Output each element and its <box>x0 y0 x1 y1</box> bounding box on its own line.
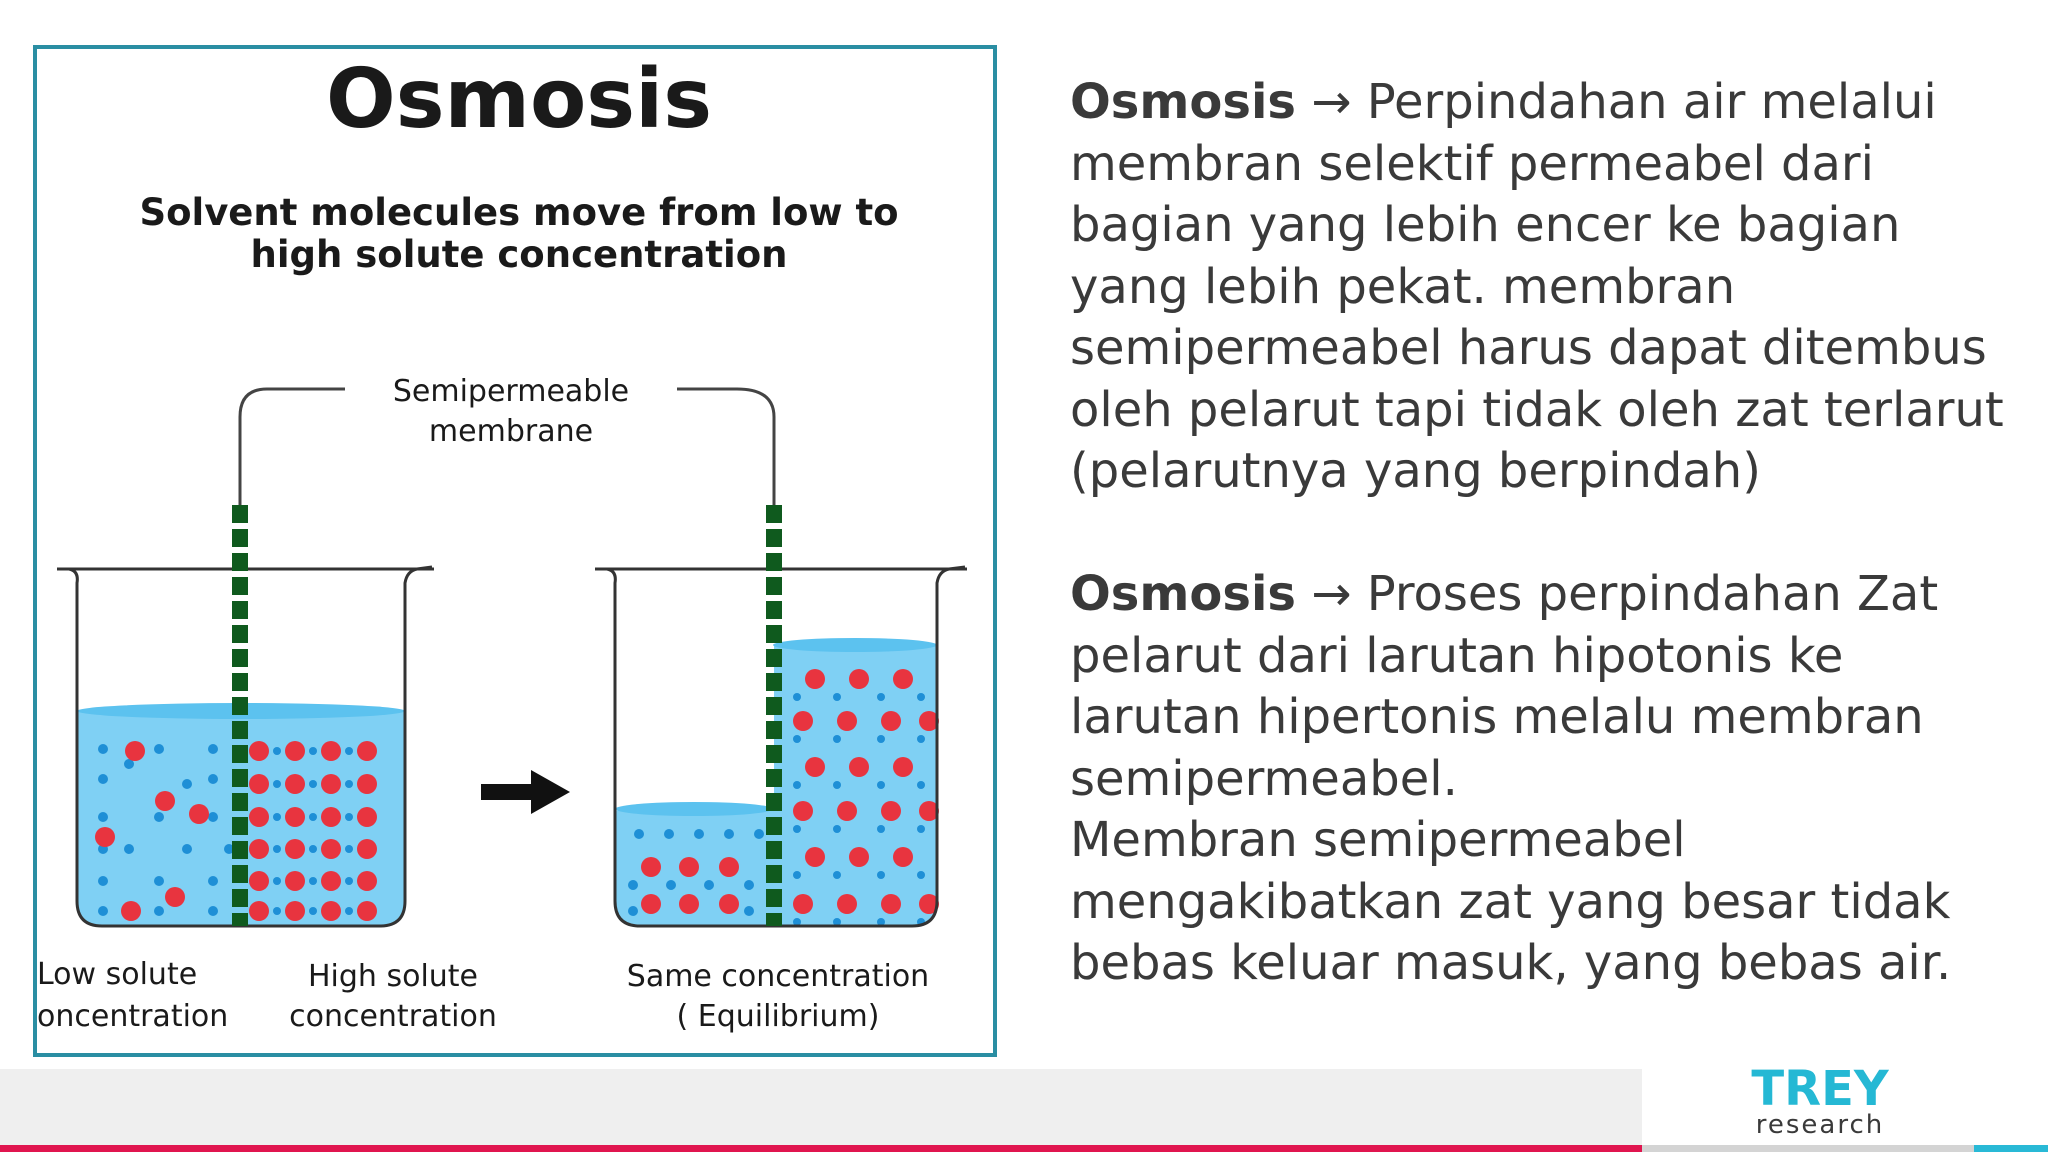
solute-particle <box>165 887 185 907</box>
solute-particle <box>285 871 305 891</box>
membrane-label-line2: membrane <box>428 414 594 449</box>
solute-particle <box>249 901 269 921</box>
solute-particle <box>249 871 269 891</box>
osmosis-diagram <box>37 49 993 1053</box>
solvent-molecule <box>744 880 754 890</box>
solvent-molecule <box>124 844 134 854</box>
solvent-molecule <box>98 876 108 886</box>
solvent-molecule <box>208 744 218 754</box>
right-label-line1: Same concentration <box>626 959 930 994</box>
solvent-molecule <box>182 779 192 789</box>
paragraph-3-body: Membran semipermeabel mengakibatkan zat yang besar tidak bebas keluar masuk, yang bebas air. <box>1070 812 1952 991</box>
solvent-molecule <box>208 774 218 784</box>
solvent-molecule <box>694 829 704 839</box>
membrane-bracket-right <box>677 389 774 505</box>
term-osmosis-1: Osmosis <box>1070 74 1296 130</box>
solvent-molecule <box>208 812 218 822</box>
solvent-molecule <box>345 813 353 821</box>
solvent-molecule <box>666 880 676 890</box>
solute-particle <box>249 839 269 859</box>
solute-particle <box>679 857 699 877</box>
solute-particle <box>285 741 305 761</box>
solvent-molecule <box>877 735 885 743</box>
trey-research-logo <box>1750 1062 1890 1138</box>
solute-particle <box>321 807 341 827</box>
solvent-molecule <box>877 825 885 833</box>
paragraph-2-body: Proses perpindahan Zat pelarut dari larutan hipotonis ke larutan hipertonis melalu membran semipermeabel. <box>1070 566 1939 807</box>
solute-particle <box>357 774 377 794</box>
right-beaker-water-surface-right <box>773 638 937 652</box>
solvent-molecule <box>154 906 164 916</box>
arrow-icon <box>481 770 570 814</box>
left-label-1-line1: Low solute <box>37 957 198 992</box>
solvent-molecule <box>793 735 801 743</box>
solute-particle <box>793 801 813 821</box>
solvent-molecule <box>154 812 164 822</box>
solvent-molecule <box>273 845 281 853</box>
solvent-molecule <box>877 693 885 701</box>
solute-particle <box>793 894 813 914</box>
solvent-molecule <box>917 781 925 789</box>
solvent-molecule <box>793 871 801 879</box>
solvent-molecule <box>833 735 841 743</box>
solute-particle <box>189 804 209 824</box>
solvent-molecule <box>793 825 801 833</box>
solvent-molecule <box>273 780 281 788</box>
membrane-label-line1: Semipermeable <box>392 374 630 409</box>
solvent-molecule <box>309 747 317 755</box>
solvent-molecule <box>309 780 317 788</box>
solvent-molecule <box>273 747 281 755</box>
solute-particle <box>849 847 869 867</box>
solute-particle <box>357 741 377 761</box>
membrane-bracket-left <box>240 389 345 505</box>
diagram-subtitle-line2: high solute concentration <box>250 233 788 276</box>
solute-particle <box>793 711 813 731</box>
solute-particle <box>849 757 869 777</box>
term-osmosis-2: Osmosis <box>1070 566 1296 622</box>
left-label-1-line2: oncentration <box>37 999 229 1034</box>
solute-particle <box>837 894 857 914</box>
solvent-molecule <box>345 877 353 885</box>
solvent-molecule <box>754 829 764 839</box>
solvent-molecule <box>833 781 841 789</box>
solvent-molecule <box>917 825 925 833</box>
solvent-molecule <box>208 906 218 916</box>
solute-particle <box>837 711 857 731</box>
solvent-molecule <box>154 876 164 886</box>
solute-particle <box>641 894 661 914</box>
solute-particle <box>249 741 269 761</box>
paragraph-1-body: Perpindahan air melalui membran selektif permeabel dari bagian yang lebih encer ke bagian yang lebih pekat. membran semipermeabel harus dapat ditembus oleh pelarut tapi tidak oleh zat terlarut (pelarutnya yang berpindah) <box>1070 74 2004 499</box>
solute-particle <box>849 669 869 689</box>
solvent-molecule <box>833 693 841 701</box>
solute-particle <box>321 774 341 794</box>
solute-particle <box>95 827 115 847</box>
solute-particle <box>357 871 377 891</box>
solvent-molecule <box>273 907 281 915</box>
solute-particle <box>285 807 305 827</box>
solute-particle <box>719 857 739 877</box>
solute-particle <box>121 901 141 921</box>
logo-sub-text: research <box>1755 1110 1885 1140</box>
solvent-molecule <box>208 876 218 886</box>
solute-particle <box>285 839 305 859</box>
solute-particle <box>641 857 661 877</box>
right-label-line2: ( Equilibrium) <box>676 999 880 1034</box>
solvent-molecule <box>154 744 164 754</box>
solute-particle <box>837 801 857 821</box>
left-label-2-line1: High solute <box>307 959 479 994</box>
osmosis-diagram-frame <box>33 45 997 1057</box>
paragraph-2 <box>1070 564 2010 810</box>
accent-bar-gray <box>1642 1145 1974 1152</box>
solvent-molecule <box>877 781 885 789</box>
solvent-molecule <box>833 871 841 879</box>
solvent-molecule <box>98 906 108 916</box>
arrow-1: → <box>1311 74 1352 130</box>
solvent-molecule <box>273 877 281 885</box>
accent-bar-cyan <box>1974 1145 2048 1152</box>
solvent-molecule <box>182 844 192 854</box>
solvent-molecule <box>793 693 801 701</box>
solute-particle <box>679 894 699 914</box>
solute-particle <box>893 669 913 689</box>
solute-particle <box>285 774 305 794</box>
text-content <box>1070 72 2010 995</box>
solvent-molecule <box>98 744 108 754</box>
solvent-molecule <box>309 877 317 885</box>
solute-particle <box>249 807 269 827</box>
solvent-molecule <box>793 781 801 789</box>
solute-particle <box>125 741 145 761</box>
solvent-molecule <box>628 906 638 916</box>
solvent-molecule <box>345 845 353 853</box>
solvent-molecule <box>744 906 754 916</box>
solute-particle <box>285 901 305 921</box>
solute-particle <box>357 807 377 827</box>
diagram-title: Osmosis <box>325 52 713 147</box>
solute-particle <box>893 847 913 867</box>
solute-particle <box>357 901 377 921</box>
solvent-molecule <box>724 829 734 839</box>
solvent-molecule <box>917 871 925 879</box>
arrow-2: → <box>1311 566 1352 622</box>
solvent-molecule <box>98 774 108 784</box>
solute-particle <box>805 757 825 777</box>
paragraph-3 <box>1070 810 2010 995</box>
solute-particle <box>719 894 739 914</box>
solvent-molecule <box>273 813 281 821</box>
solvent-molecule <box>917 735 925 743</box>
solute-particle <box>357 839 377 859</box>
solvent-molecule <box>345 747 353 755</box>
paragraph-1 <box>1070 72 2010 503</box>
solute-particle <box>321 839 341 859</box>
solute-particle <box>321 901 341 921</box>
solvent-molecule <box>704 880 714 890</box>
solvent-molecule <box>345 907 353 915</box>
solvent-molecule <box>664 829 674 839</box>
solvent-molecule <box>309 845 317 853</box>
solute-particle <box>155 791 175 811</box>
solute-particle <box>881 801 901 821</box>
solute-particle <box>881 894 901 914</box>
solvent-molecule <box>628 880 638 890</box>
right-beaker-water-surface-left <box>615 802 773 816</box>
solvent-molecule <box>98 812 108 822</box>
logo-main-text: TREY <box>1751 1061 1889 1117</box>
accent-bar-red <box>0 1145 1642 1152</box>
solute-particle <box>249 774 269 794</box>
solute-particle <box>321 741 341 761</box>
diagram-subtitle-line1: Solvent molecules move from low to <box>139 191 899 234</box>
solvent-molecule <box>634 829 644 839</box>
solute-particle <box>805 669 825 689</box>
solvent-molecule <box>877 871 885 879</box>
solvent-molecule <box>309 907 317 915</box>
solvent-molecule <box>917 693 925 701</box>
solute-particle <box>893 757 913 777</box>
solute-particle <box>321 871 341 891</box>
solute-particle <box>805 847 825 867</box>
left-label-2-line2: concentration <box>289 999 497 1034</box>
solute-particle <box>881 711 901 731</box>
solvent-molecule <box>833 825 841 833</box>
solvent-molecule <box>345 780 353 788</box>
solvent-molecule <box>309 813 317 821</box>
